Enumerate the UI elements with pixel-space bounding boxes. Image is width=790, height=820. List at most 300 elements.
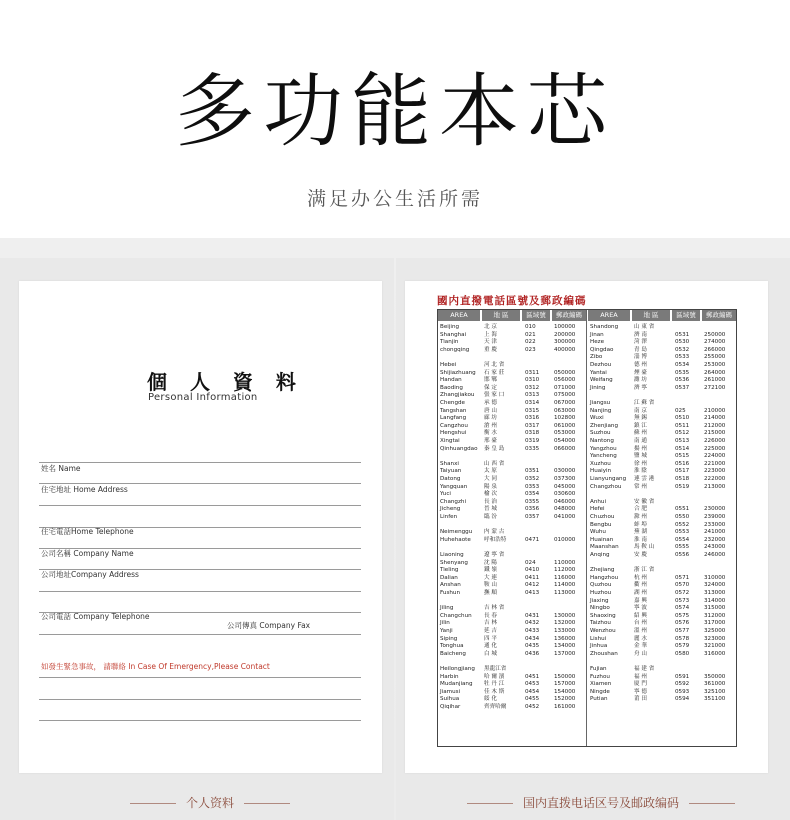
- table-cell: 075000: [554, 392, 576, 399]
- table-cell: 佳 木 斯: [484, 688, 505, 695]
- table-cell: 023: [525, 346, 536, 353]
- table-cell: 衢 州: [634, 582, 647, 589]
- table-cell: 321000: [704, 643, 726, 650]
- table-cell: Tianjin: [440, 339, 459, 346]
- table-cell: 233000: [704, 521, 726, 528]
- table-cell: 保 定: [484, 384, 497, 391]
- table-header-cell: 地 區: [632, 310, 670, 321]
- table-cell: Bengbu: [590, 521, 612, 528]
- table-cell: 0453: [525, 681, 540, 688]
- table-cell: Weifang: [590, 377, 613, 384]
- table-cell: 麗 水: [634, 635, 647, 642]
- table-cell: 310000: [704, 574, 726, 581]
- table-cell: 025: [675, 407, 686, 414]
- table-cell: Changzhou: [590, 483, 622, 490]
- table-cell: 0580: [675, 650, 690, 657]
- table-cell: 0553: [675, 529, 690, 536]
- table-cell: Harbin: [440, 673, 459, 680]
- phone-table-caption-text: 国内直拨电话区号及邮政编码: [523, 796, 680, 810]
- table-cell: 056000: [554, 377, 576, 384]
- table-cell: 張 家 口: [484, 392, 505, 399]
- table-cell: 牡 丹 江: [484, 681, 505, 688]
- table-cell: Yancheng: [590, 453, 617, 460]
- table-cell: Nanjing: [590, 407, 612, 414]
- form-rule-line: [39, 634, 361, 635]
- table-cell: 0357: [525, 514, 540, 520]
- table-cell: 太 原: [484, 468, 497, 475]
- table-cell: Jiangsu: [590, 400, 611, 406]
- table-cell: 鹽 城: [634, 453, 647, 460]
- table-cell: 滄 州: [484, 422, 497, 429]
- table-cell: 大 連: [484, 574, 497, 581]
- table-cell: 德 州: [634, 362, 647, 368]
- table-cell: 0574: [675, 605, 690, 612]
- table-cell: 淄 博: [634, 354, 647, 361]
- table-cell: Suihua: [440, 696, 460, 703]
- table-cell: Jiling: [440, 605, 454, 612]
- table-cell: 0593: [675, 688, 690, 695]
- table-cell: 0519: [675, 483, 690, 490]
- fax-label: 公司傳真 Company Fax: [227, 621, 311, 630]
- table-cell: Neimenggu: [440, 529, 473, 536]
- table-cell: Yanji: [440, 628, 453, 634]
- table-cell: Beijing: [440, 324, 460, 330]
- table-cell: Yantai: [590, 369, 607, 376]
- table-cell: Yuci: [440, 491, 451, 498]
- table-cell: 廈 門: [634, 681, 647, 688]
- table-cell: 邯 鄲: [484, 377, 497, 384]
- table-cell: 313000: [704, 590, 726, 596]
- table-cell: 045000: [554, 483, 576, 490]
- table-cell: 0411: [525, 574, 540, 581]
- table-cell: Dezhou: [590, 362, 612, 368]
- table-cell: 130000: [554, 612, 576, 619]
- table-cell: Xingtai: [440, 438, 460, 444]
- table-cell: 安 徽 省: [634, 498, 655, 505]
- table-cell: 齊齊哈爾: [484, 704, 507, 710]
- table-header-cell: 郵政編碼: [702, 310, 736, 321]
- table-cell: 0512: [675, 430, 690, 437]
- table-cell: 253000: [704, 362, 726, 368]
- form-rule-line: [39, 677, 361, 678]
- form-field-label: 公司電話 Company Telephone: [41, 612, 150, 621]
- table-cell: 天 津: [484, 339, 497, 346]
- table-cell: 046000: [554, 498, 576, 505]
- table-cell: 吉 林 省: [484, 605, 505, 612]
- table-cell: 215000: [704, 430, 726, 437]
- table-cell: 沈 陽: [484, 559, 497, 566]
- table-cell: 0316: [525, 415, 540, 422]
- table-cell: 溫 州: [634, 628, 647, 634]
- table-cell: 024: [525, 559, 536, 566]
- form-field-label: 住宅地址 Home Address: [41, 485, 128, 494]
- table-cell: Siping: [440, 635, 458, 642]
- table-cell: 134000: [554, 643, 576, 650]
- table-cell: 400000: [554, 346, 576, 353]
- table-cell: 0591: [675, 673, 690, 680]
- table-cell: Qingdao: [590, 346, 614, 353]
- table-cell: 116000: [554, 574, 576, 581]
- table-cell: Ningbo: [590, 605, 610, 612]
- table-cell: 内 蒙 古: [484, 529, 505, 536]
- table-header-cell: 區域號: [522, 310, 550, 321]
- table-cell: 0354: [525, 491, 540, 498]
- table-cell: Lianyungang: [590, 476, 627, 482]
- table-header-cell: AREA: [588, 310, 630, 321]
- table-cell: 榆 次: [484, 491, 497, 498]
- table-cell: 0533: [675, 354, 690, 361]
- table-cell: 連 雲 港: [634, 476, 655, 482]
- table-cell: 0431: [525, 612, 540, 619]
- table-cell: Yangquan: [440, 483, 468, 490]
- table-cell: 舟 山: [634, 650, 647, 657]
- table-cell: 030000: [554, 468, 576, 475]
- form-field-label: 住宅電話Home Telephone: [41, 527, 134, 536]
- table-cell: 菏 澤: [634, 339, 647, 346]
- table-cell: Baicheng: [440, 650, 466, 657]
- table-cell: 041000: [554, 514, 576, 520]
- table-cell: Quzhou: [590, 582, 612, 589]
- table-cell: 廊 坊: [484, 415, 497, 422]
- table-cell: 261000: [704, 377, 726, 384]
- table-cell: 無 錫: [634, 415, 647, 422]
- form-rule-line: [39, 720, 361, 721]
- table-cell: Jiaxing: [590, 597, 609, 604]
- table-cell: 臨 汾: [484, 514, 497, 520]
- table-cell: 秦 皇 島: [484, 445, 505, 452]
- table-cell: 232000: [704, 536, 726, 543]
- table-cell: 102800: [554, 415, 576, 422]
- table-cell: 杭 州: [634, 574, 647, 581]
- table-cell: 吉 林: [484, 620, 497, 627]
- table-cell: 安 慶: [634, 552, 647, 558]
- table-cell: 0550: [675, 514, 690, 520]
- table-cell: 048000: [554, 506, 576, 513]
- table-cell: 351100: [704, 696, 726, 703]
- form-field-label: 姓名 Name: [41, 464, 81, 473]
- table-cell: Shijiazhuang: [440, 369, 476, 376]
- table-cell: Lishui: [590, 635, 607, 642]
- table-cell: Shandong: [590, 324, 619, 330]
- form-rule-line: [39, 505, 361, 506]
- table-cell: 大 同: [484, 476, 497, 482]
- table-cell: 0531: [675, 331, 690, 338]
- table-cell: Wuhu: [590, 529, 606, 536]
- table-cell: Huainan: [590, 536, 614, 543]
- table-cell: 南 通: [634, 438, 647, 444]
- table-cell: Anshan: [440, 582, 461, 589]
- phone-table: [437, 309, 737, 747]
- form-field-label: 公司地址Company Address: [41, 570, 139, 579]
- table-cell: 022: [525, 339, 536, 346]
- phone-table-caption: [457, 794, 745, 811]
- table-cell: 0413: [525, 590, 540, 596]
- table-cell: 邢 臺: [484, 438, 497, 444]
- table-cell: 衡 水: [484, 430, 497, 437]
- table-cell: Heze: [590, 339, 605, 346]
- table-cell: 0311: [525, 369, 540, 376]
- table-cell: 0317: [525, 422, 540, 429]
- table-cell: 呼和浩特: [484, 536, 507, 543]
- table-cell: 266000: [704, 346, 726, 353]
- table-cell: 323000: [704, 635, 726, 642]
- table-cell: 0356: [525, 506, 540, 513]
- table-cell: 0451: [525, 673, 540, 680]
- form-rule-line: [39, 462, 361, 463]
- hero-title: 多功能本芯: [175, 65, 615, 158]
- table-cell: 0352: [525, 476, 540, 482]
- table-cell: 0510: [675, 415, 690, 422]
- table-cell: Qinhuangdao: [440, 445, 478, 452]
- table-cell: Dalian: [440, 574, 458, 581]
- table-cell: Maanshan: [590, 544, 619, 551]
- table-cell: 137000: [554, 650, 576, 657]
- table-cell: 113000: [554, 590, 576, 596]
- table-cell: 常 州: [634, 483, 647, 490]
- table-cell: 066000: [554, 445, 576, 452]
- table-cell: 316000: [704, 650, 726, 657]
- table-cell: 136000: [554, 635, 576, 642]
- table-cell: 撫 順: [484, 590, 497, 596]
- table-cell: Mudanjiang: [440, 681, 473, 688]
- table-cell: 0518: [675, 476, 690, 482]
- table-cell: 312000: [704, 612, 726, 619]
- table-cell: 361000: [704, 681, 726, 688]
- table-cell: 021: [525, 331, 536, 338]
- table-cell: 0573: [675, 597, 690, 604]
- table-cell: 0578: [675, 635, 690, 642]
- table-cell: 010: [525, 324, 536, 330]
- table-cell: 067000: [554, 400, 576, 406]
- table-cell: 213000: [704, 483, 726, 490]
- table-cell: 0335: [525, 445, 540, 452]
- table-cell: 225000: [704, 445, 726, 452]
- table-cell: 0516: [675, 460, 690, 467]
- personal-info-title: 個 人 資 料: [147, 370, 304, 394]
- table-cell: 100000: [554, 324, 576, 330]
- table-cell: 0318: [525, 430, 540, 437]
- table-cell: 0577: [675, 628, 690, 634]
- table-cell: Zhejiang: [590, 567, 615, 574]
- table-cell: 274000: [704, 339, 726, 346]
- table-cell: 114000: [554, 582, 576, 589]
- table-cell: 0534: [675, 362, 690, 368]
- table-cell: 0514: [675, 445, 690, 452]
- table-cell: 長 春: [484, 612, 497, 619]
- table-cell: 0575: [675, 612, 690, 619]
- table-cell: 鞍 山: [484, 582, 497, 589]
- table-cell: 蘇 州: [634, 430, 647, 437]
- table-cell: 053000: [554, 430, 576, 437]
- table-cell: Huaiyin: [590, 468, 612, 475]
- table-cell: 紹 興: [634, 612, 647, 619]
- table-cell: 哈 爾 濱: [484, 673, 505, 680]
- table-cell: Xuzhou: [590, 460, 611, 467]
- table-cell: 0452: [525, 704, 540, 710]
- table-cell: 0511: [675, 422, 690, 429]
- table-cell: Shenyang: [440, 559, 468, 566]
- table-cell: Handan: [440, 377, 462, 384]
- table-cell: Hefei: [590, 506, 605, 513]
- table-cell: 0435: [525, 643, 540, 650]
- table-cell: 0319: [525, 438, 540, 444]
- table-cell: 300000: [554, 339, 576, 346]
- table-cell: 0571: [675, 574, 690, 581]
- table-cell: Wenzhou: [590, 628, 616, 634]
- table-column-divider: [586, 310, 587, 746]
- form-rule-line: [39, 699, 361, 700]
- table-cell: Linfen: [440, 514, 458, 520]
- caption-dash-left: [467, 803, 513, 804]
- table-cell: Xiamen: [590, 681, 612, 688]
- table-cell: 030600: [554, 491, 576, 498]
- caption-dash-right: [689, 803, 735, 804]
- table-cell: 0312: [525, 384, 540, 391]
- table-cell: 四 平: [484, 635, 497, 642]
- table-cell: 白 城: [484, 650, 497, 657]
- table-cell: 淮 陰: [634, 468, 647, 475]
- table-cell: 243000: [704, 544, 726, 551]
- table-cell: Qiqihar: [440, 704, 461, 710]
- table-cell: 315000: [704, 605, 726, 612]
- table-cell: Wuxi: [590, 415, 604, 422]
- table-header-cell: 地 區: [482, 310, 520, 321]
- table-cell: 莆 田: [634, 696, 647, 703]
- emergency-contact-label: 如發生緊急事故， 請聯絡 In Case Of Emergency,Please Contact: [41, 662, 270, 671]
- table-cell: 上 海: [484, 331, 497, 338]
- table-cell: Shanxi: [440, 460, 459, 467]
- table-cell: 0355: [525, 498, 540, 505]
- table-cell: 鐵 嶺: [484, 567, 497, 574]
- table-cell: 福 州: [634, 673, 647, 680]
- table-cell: 325000: [704, 628, 726, 634]
- table-cell: 0530: [675, 339, 690, 346]
- table-cell: 246000: [704, 552, 726, 558]
- table-cell: 河 北 省: [484, 362, 505, 368]
- table-cell: 徐 州: [634, 460, 647, 467]
- table-header-cell: AREA: [438, 310, 480, 321]
- table-cell: 蚌 埠: [634, 521, 647, 528]
- table-cell: Jicheng: [440, 506, 461, 513]
- table-cell: Jinhua: [590, 643, 608, 650]
- hero-subtitle: 满足办公生活所需: [306, 188, 483, 210]
- table-cell: chongqing: [440, 346, 470, 353]
- table-cell: Fuzhou: [590, 673, 610, 680]
- table-cell: 132000: [554, 620, 576, 627]
- table-cell: 青 島: [634, 346, 647, 353]
- table-cell: Liaoning: [440, 552, 464, 558]
- table-cell: Yangzhou: [590, 445, 617, 452]
- table-cell: Taizhou: [590, 620, 611, 627]
- table-cell: 重 慶: [484, 346, 497, 353]
- table-cell: 264000: [704, 369, 726, 376]
- form-field-label: 公司名稱 Company Name: [41, 549, 134, 558]
- table-cell: 0517: [675, 468, 690, 475]
- table-cell: Zhangjiakou: [440, 392, 475, 399]
- table-cell: Putian: [590, 696, 608, 703]
- table-cell: 綏 化: [484, 696, 497, 703]
- table-cell: 承 德: [484, 400, 497, 406]
- hero-section: [0, 0, 790, 238]
- table-cell: 0592: [675, 681, 690, 688]
- table-cell: 0434: [525, 635, 540, 642]
- personal-info-caption-text: 个人资料: [186, 796, 235, 810]
- table-cell: 鎮 江: [634, 422, 647, 429]
- table-cell: 揚 州: [634, 445, 647, 452]
- table-cell: 037300: [554, 476, 576, 482]
- table-cell: 合 肥: [634, 506, 647, 513]
- table-cell: 255000: [704, 354, 726, 361]
- table-cell: Nantong: [590, 438, 614, 444]
- table-cell: Chuzhou: [590, 514, 615, 520]
- table-cell: Ningde: [590, 688, 610, 695]
- table-cell: Hengshui: [440, 430, 467, 437]
- personal-info-page: [19, 281, 382, 773]
- table-cell: 0576: [675, 620, 690, 627]
- table-cell: Tieling: [440, 567, 459, 574]
- table-cell: 0313: [525, 392, 540, 399]
- table-cell: 延 吉: [484, 628, 497, 634]
- table-cell: 272100: [704, 384, 726, 391]
- table-cell: 0572: [675, 590, 690, 596]
- table-cell: Tonghua: [440, 643, 464, 650]
- table-cell: 223000: [704, 468, 726, 475]
- table-cell: Anhui: [590, 498, 607, 505]
- table-cell: 0412: [525, 582, 540, 589]
- table-cell: 157000: [554, 681, 576, 688]
- table-cell: 0432: [525, 620, 540, 627]
- table-cell: Suzhou: [590, 430, 611, 437]
- table-cell: 陽 泉: [484, 483, 497, 490]
- table-header-cell: 郵政編碼: [552, 310, 586, 321]
- table-cell: Baoding: [440, 384, 463, 391]
- table-cell: 0556: [675, 552, 690, 558]
- table-cell: Shaoxing: [590, 612, 616, 619]
- table-cell: 0555: [675, 544, 690, 551]
- table-header-cell: 區域號: [672, 310, 700, 321]
- table-cell: 063000: [554, 407, 576, 414]
- table-cell: 北 京: [484, 324, 497, 330]
- table-cell: Jining: [590, 384, 606, 391]
- table-cell: Taiyuan: [440, 468, 462, 475]
- table-cell: 0537: [675, 384, 690, 391]
- table-cell: 濟 寧: [634, 384, 647, 391]
- table-cell: 222000: [704, 476, 726, 482]
- table-cell: Huhehaote: [440, 536, 471, 543]
- table-cell: 0433: [525, 628, 540, 634]
- table-cell: Jiamusi: [440, 688, 461, 695]
- table-cell: 黑龍江省: [484, 666, 507, 672]
- table-cell: 福 建 省: [634, 666, 655, 672]
- table-cell: 0310: [525, 377, 540, 384]
- table-cell: 通 化: [484, 643, 497, 650]
- table-cell: Huzhou: [590, 590, 612, 596]
- table-cell: Heilongjiang: [440, 666, 475, 672]
- table-cell: 314000: [704, 597, 726, 604]
- table-cell: Changchun: [440, 612, 472, 619]
- table-cell: 南 京: [634, 407, 647, 414]
- table-cell: 0532: [675, 346, 690, 353]
- table-cell: 0351: [525, 468, 540, 475]
- table-cell: 寧 波: [634, 605, 647, 612]
- table-cell: 250000: [704, 331, 726, 338]
- table-cell: 山 西 省: [484, 460, 505, 467]
- table-cell: 煙 臺: [634, 369, 647, 376]
- table-cell: 0552: [675, 521, 690, 528]
- table-cell: 212000: [704, 422, 726, 429]
- caption-dash-right: [244, 803, 290, 804]
- table-cell: 寧 德: [634, 688, 647, 695]
